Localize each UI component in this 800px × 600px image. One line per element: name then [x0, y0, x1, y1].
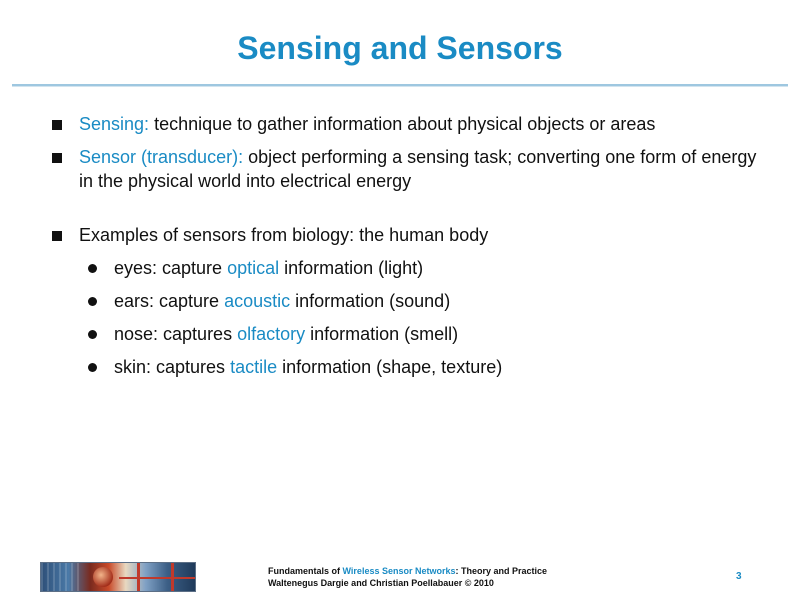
footer-authors: Waltenegus Dargie and Christian Poellabauer © 2010: [268, 578, 494, 588]
square-bullet-icon: [52, 120, 62, 130]
sub-bullet-skin: [86, 355, 770, 379]
bullet-sensor: [50, 145, 770, 193]
sub-bullet-keyword: tactile: [230, 357, 278, 377]
square-bullet-icon: [52, 153, 62, 163]
round-bullet-icon: [88, 297, 97, 306]
round-bullet-icon: [88, 264, 97, 273]
bullet-text: Examples of sensors from biology: the human body: [79, 225, 489, 245]
sub-bullet-text: skin: captures: [114, 357, 231, 377]
slide-content: [50, 112, 770, 388]
sub-bullet-keyword: olfactory: [237, 324, 306, 344]
sub-bullet-text: information (shape, texture): [277, 357, 503, 377]
square-bullet-icon: [52, 231, 62, 241]
footer-text: Fundamentals of: [268, 566, 343, 576]
sub-bullet-text: ears: capture: [114, 291, 225, 311]
sub-bullet-text: nose: captures: [114, 324, 238, 344]
round-bullet-icon: [88, 330, 97, 339]
footer-banner-image: [40, 562, 196, 592]
footer-citation: [268, 565, 547, 589]
slide-title: Sensing and Sensors: [237, 30, 563, 66]
round-bullet-icon: [88, 363, 97, 372]
page-number: 3: [736, 571, 742, 582]
sub-bullet-text: information (smell): [305, 324, 459, 344]
title-divider: [12, 84, 788, 87]
sub-bullet-nose: [86, 322, 770, 346]
sub-bullet-text: information (light): [279, 258, 424, 278]
sub-bullet-keyword: acoustic: [224, 291, 291, 311]
sub-bullet-eyes: [86, 256, 770, 280]
bullet-definition: object performing a sensing task; converting one form of energy in the physical world into electrical energy: [79, 147, 757, 191]
bullet-examples: [50, 223, 770, 247]
bullet-definition: technique to gather information about physical objects or areas: [149, 114, 656, 134]
bullet-sensing: [50, 112, 770, 136]
footer-text: : Theory and Practice: [455, 566, 548, 576]
sub-bullet-text: information (sound): [290, 291, 451, 311]
sub-bullet-text: eyes: capture: [114, 258, 228, 278]
bullet-term: Sensing:: [79, 114, 150, 134]
sub-bullet-ears: [86, 289, 770, 313]
footer-book-title: Wireless Sensor Networks: [342, 566, 456, 576]
sub-bullet-keyword: optical: [227, 258, 280, 278]
bullet-term: Sensor (transducer):: [79, 147, 244, 167]
